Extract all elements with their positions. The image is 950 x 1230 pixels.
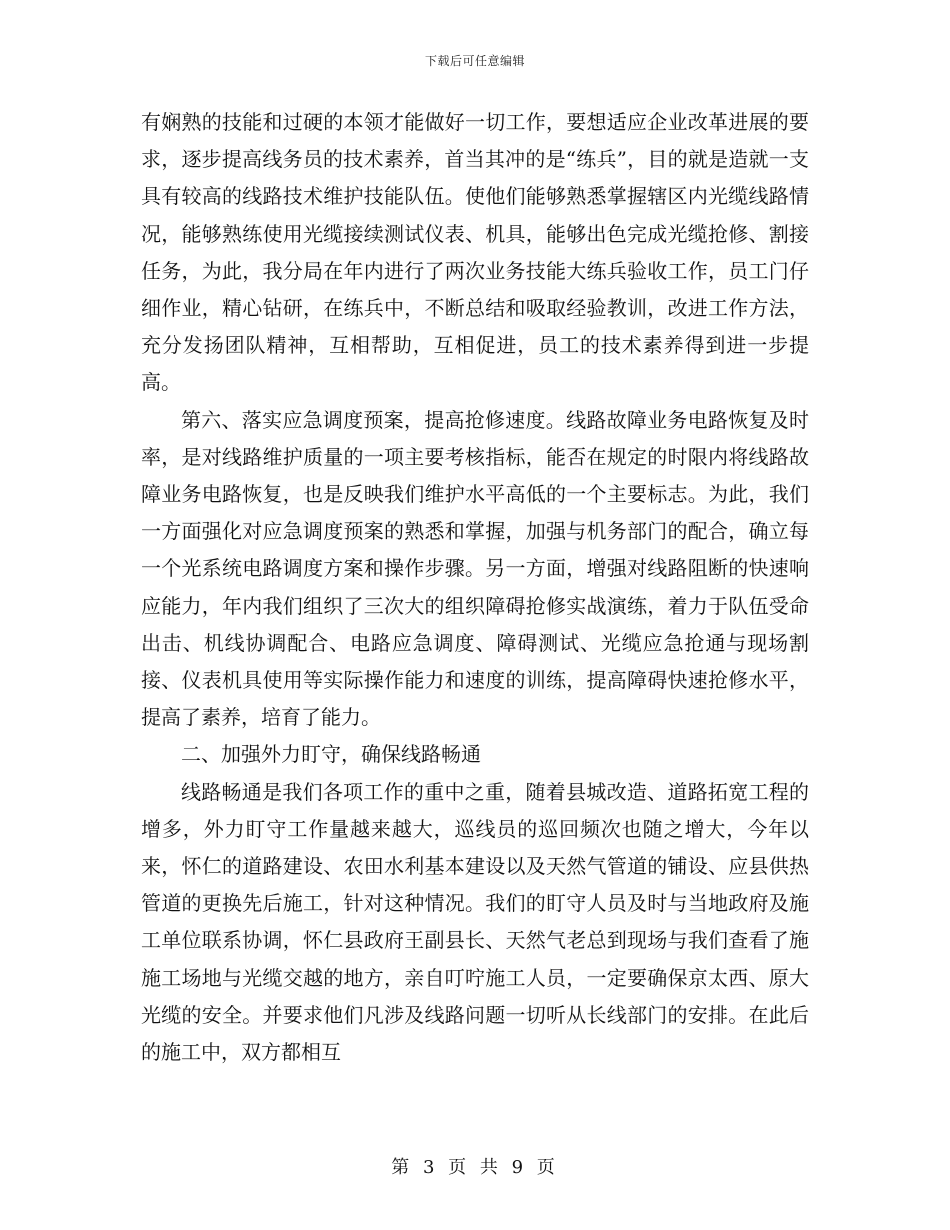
- page-footer: 第 3 页 共 9 页: [391, 1157, 559, 1178]
- paragraph-1: 有娴熟的技能和过硬的本领才能做好一切工作，要想适应企业改革进展的要求，逐步提高线务员的技术素养，首当其冲的是“练兵”，目的就是造就一支具有较高的线路技术维护技能队伍。使他们能够熟悉掌握辖区内光缆线路情况，能够熟练使用光缆接续测试仪表、机具，能够出色完成光缆抢修、割接任务，为此，我分局在年内进行了两次业务技能大练兵验收工作，员工门仔细作业，精心钻研，在练兵中，不断总结和吸取经验教训，改进工作方法，充分发扬团队精神，互相帮助，互相促进，员工的技术素养得到进一步提高。: [141, 110, 809, 395]
- paragraph-3: 线路畅通是我们各项工作的重中之重，随着县城改造、道路拓宽工程的增多，外力盯守工作量越来越大，巡线员的巡回频次也随之增大，今年以来，怀仁的道路建设、农田水利基本建设以及天然气管道的铺设、应县供热管道的更换先后施工，针对这种情况。我们的盯守人员及时与当地政府及施工单位联系协调，怀仁县政府王副县长、天然气老总到现场与我们查看了施施工场地与光缆交越的地方，亲自叮咛施工人员，一定要确保京太西、原大光缆的安全。并要求他们凡涉及线路问题一切听从长线部门的安排。在此后的施工中，双方都相互: [141, 779, 809, 1065]
- paragraph-2: 第六、落实应急调度预案，提高抢修速度。线路故障业务电路恢复及时率，是对线路维护质量的一项主要考核指标，能否在规定的时限内将线路故障业务电路恢复，也是反映我们维护水平高低的一个主要标志。为此，我们一方面强化对应急调度预案的熟悉和掌握，加强与机务部门的配合，确立每一个光系统电路调度方案和操作步骤。另一方面，增强对线路阻断的快速响应能力，年内我们组织了三次大的组织障碍抢修实战演练，着力于队伍受命出击、机线协调配合、电路应急调度、障碍测试、光缆应急抢通与现场割接、仪表机具使用等实际操作能力和速度的训练，提高障碍快速抢修水平，提高了素养，培育了能力。: [141, 407, 809, 730]
- page-header: 下载后可任意编辑: [424, 54, 525, 68]
- section-heading: 二、加强外力盯守，确保线路畅通: [181, 742, 481, 767]
- document-body: [141, 104, 809, 1071]
